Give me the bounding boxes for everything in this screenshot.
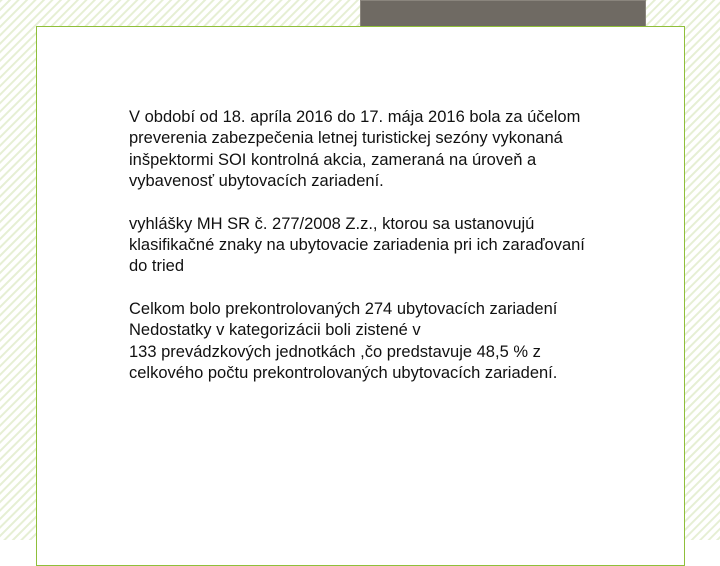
text-line: klasifikačné znaky na ubytovacie zariadenia pri ich zaraďovaní [129, 235, 585, 254]
paragraph-inspection-intro [129, 107, 669, 192]
text-line: vyhlášky MH SR č. 277/2008 Z.z., ktorou sa ustanovujú [129, 214, 535, 233]
text-line: Celkom bolo prekontrolovaných 274 ubytovacích zariadení [129, 300, 558, 319]
text-line: V období od 18. apríla 2016 do 17. mája 2016 bola za účelom [129, 108, 581, 126]
text-line: preverenia zabezpečenia letnej turistickej sezóny vykonaná [129, 129, 563, 148]
text-line: celkového počtu prekontrolovaných ubytovacích zariadení. [129, 363, 558, 382]
paragraph-regulation [129, 214, 669, 278]
slide-body-text [129, 107, 669, 406]
paragraph-results [129, 299, 669, 384]
text-line: 133 prevádzkových jednotkách ,čo predstavuje 48,5 % z [129, 342, 541, 361]
text-line: inšpektormi SOI kontrolná akcia, zameraná na úroveň a [129, 150, 537, 169]
text-line: Nedostatky v kategorizácii boli zistené v [129, 321, 421, 340]
text-line: do tried [129, 257, 185, 276]
text-line: vybavenosť ubytovacích zariadení. [129, 171, 384, 190]
